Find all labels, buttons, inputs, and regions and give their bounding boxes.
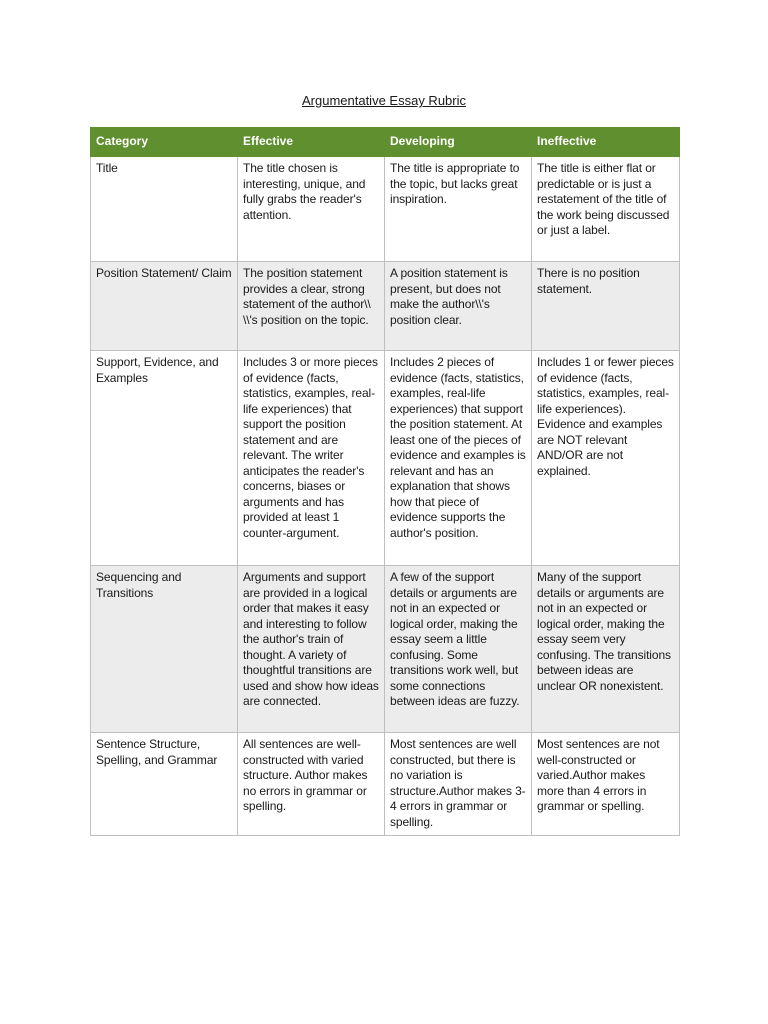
row-category: Position Statement/ Claim [91, 262, 238, 351]
header-effective: Effective [238, 128, 385, 157]
header-developing: Developing [385, 128, 532, 157]
header-category: Category [91, 128, 238, 157]
row-ineffective: Most sentences are not well-constructed or varied.Author makes more than 4 errors in grammar or spelling. [532, 733, 680, 836]
rubric-table [90, 127, 680, 836]
row-effective: Includes 3 or more pieces of evidence (facts, statistics, examples, real-life experiences) that support the position statement and are relevant. The writer anticipates the reader's concerns, biases or arguments and has provided at least 1 counter-argument. [238, 351, 385, 566]
header-row [91, 128, 680, 157]
row-effective: The position statement provides a clear, strong statement of the author\\ \\'s position on the topic. [238, 262, 385, 351]
row-effective: The title chosen is interesting, unique, and fully grabs the reader's attention. [238, 157, 385, 262]
table-row-support-evidence [91, 351, 680, 566]
row-effective: All sentences are well-constructed with varied structure. Author makes no errors in grammar or spelling. [238, 733, 385, 836]
table-row-title [91, 157, 680, 262]
document-title: Argumentative Essay Rubric [301, 93, 466, 108]
row-developing: A position statement is present, but does not make the author\\'s position clear. [385, 262, 532, 351]
row-ineffective: Includes 1 or fewer pieces of evidence (facts, statistics, examples, real-life experiences). Evidence and examples are NOT relevant AND/OR are not explained. [532, 351, 680, 566]
header-ineffective: Ineffective [532, 128, 680, 157]
table-row-position-statement [91, 262, 680, 351]
row-category: Title [91, 157, 238, 262]
row-effective: Arguments and support are provided in a logical order that makes it easy and interesting to follow the author's train of thought. A variety of thoughtful transitions are used and show how ideas are connected. [238, 566, 385, 733]
row-ineffective: Many of the support details or arguments are not in an expected or logical order, making the essay seem very confusing. The transitions between ideas are unclear OR nonexistent. [532, 566, 680, 733]
row-developing: Includes 2 pieces of evidence (facts, statistics, examples, real-life experiences) that support the position statement. At least one of the pieces of evidence and examples is relevant and has an explanation that shows how that piece of evidence supports the author's position. [385, 351, 532, 566]
row-developing: Most sentences are well constructed, but there is no variation is structure.Author makes 3-4 errors in grammar or spelling. [385, 733, 532, 836]
row-category: Sequencing and Transitions [91, 566, 238, 733]
table-row-sequencing [91, 566, 680, 733]
row-developing: The title is appropriate to the topic, but lacks great inspiration. [385, 157, 532, 262]
row-ineffective: There is no position statement. [532, 262, 680, 351]
row-category: Sentence Structure, Spelling, and Grammar [91, 733, 238, 836]
table-row-sentence-structure [91, 733, 680, 836]
row-category: Support, Evidence, and Examples [91, 351, 238, 566]
row-ineffective: The title is either flat or predictable or is just a restatement of the title of the work being discussed or just a label. [532, 157, 680, 262]
row-developing: A few of the support details or arguments are not in an expected or logical order, making the essay seem a little confusing. Some transitions work well, but some connections between ideas are fuzzy. [385, 566, 532, 733]
